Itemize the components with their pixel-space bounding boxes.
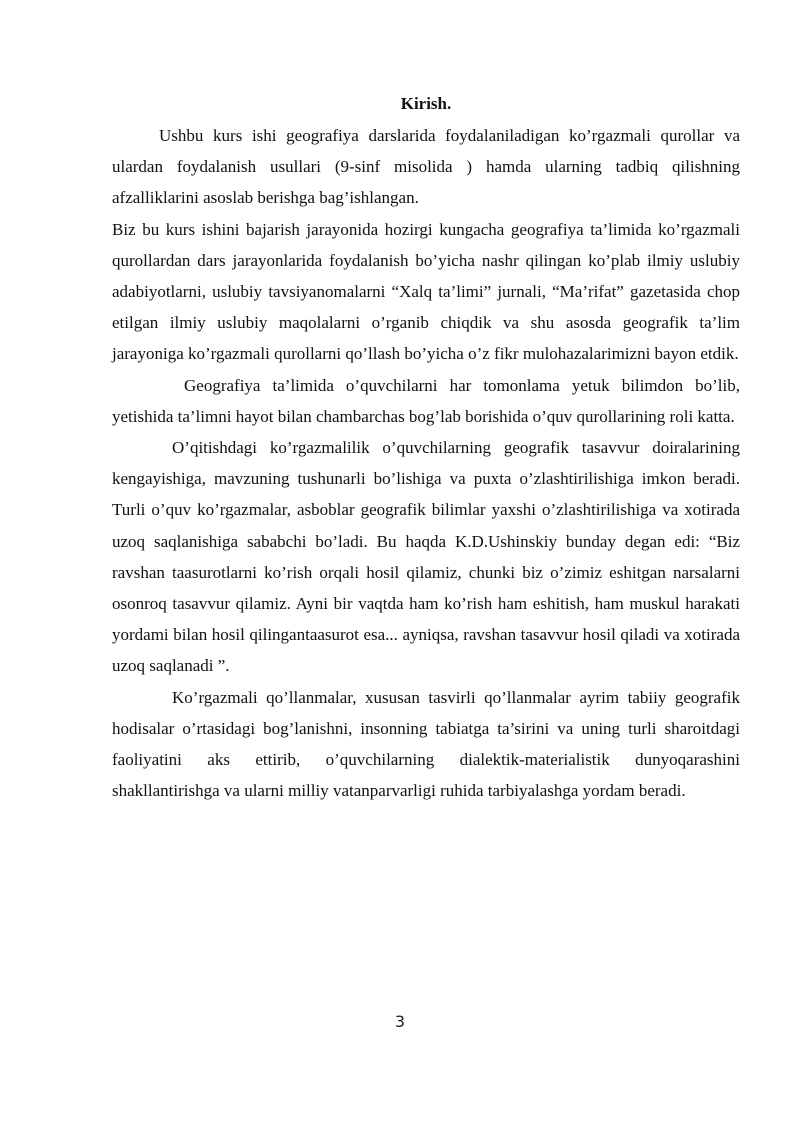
- document-page: [112, 92, 740, 806]
- paragraph-geography-education: Geografiya ta’limida o’quvchilarni har tomonlama yetuk bilimdon bo’lib, yetishida ta’limni hayot bilan chambarchas bog’lab borishida o’quv qurollarining roli katta.: [112, 375, 740, 426]
- section-title: Kirish.: [400, 94, 452, 113]
- paragraph-intro: Ushbu kurs ishi geografiya darslarida foydalaniladigan ko’rgazmali qurollar va ulardan foydalanish usullari (9-sinf misolida ) hamda ularning tadbiq qilishning afzalliklarini asoslab berishga bag’ishlangan.: [112, 126, 740, 208]
- page-number: 3: [394, 1012, 406, 1031]
- paragraph-visual-aids: O’qitishdagi ko’rgazmalilik o’quvchilarning geografik tasavvur doiralarining kengayishiga, mavzuning tushunarli bo’lishiga va puxta o’zlashtirilishiga imkon beradi. Turli o’quv ko’rgazmalar, asboblar geografik bilimlar yaxshi o’zlashtirilishiga va xotirada uzoq saqlanishiga sababchi bo’ladi. Bu haqda K.D.Ushinskiy bunday degan edi: “Biz ravshan taasurotlarni ko’rish orqali hosil qilamiz, chunki biz o’zimiz eshitgan narsalarni osonroq tasavvur qilamiz. Ayni bir vaqtda ham ko’rish ham eshitish, ham muskul harakati yordami bilan hosil qilingantaasurot esa... ayniqsa, ravshan tasavvur hosil qiladi va xotirada uzoq saqlanadi ”.: [112, 438, 740, 676]
- paragraph-literature: Biz bu kurs ishini bajarish jarayonida hozirgi kungacha geografiya ta’limida ko’rgazmali qurollardan dars jarayonlarida foydalanish bo’yicha nashr qilingan ko’plab ilmiy uslubiy adabiyotlarni, uslubiy tavsiyanomalarni “Xalq ta’limi” jurnali, “Ma’rifat” gazetasida chop etilgan ilmiy uslubiy maqolalarni o’rganib chiqdik va shu asosda geografik ta’lim jarayoniga ko’rgazmali qurollarni qo’llash bo’yicha o’z fikr mulohazalarimizni bayon etdik.: [112, 219, 740, 364]
- paragraph-illustrative-aids: Ko’rgazmali qo’llanmalar, xususan tasvirli qo’llanmalar ayrim tabiiy geografik hodisalar o’rtasidagi bog’lanishni, insonning tabiatga ta’sirini va uning turli sharoitdagi faoliyatini aks ettirib, o’quvchilarning dialektik-materialistik dunyoqarashini shakllantirishga va ularni milliy vatanparvarligi ruhida tarbiyalashga yordam beradi.: [112, 687, 740, 801]
